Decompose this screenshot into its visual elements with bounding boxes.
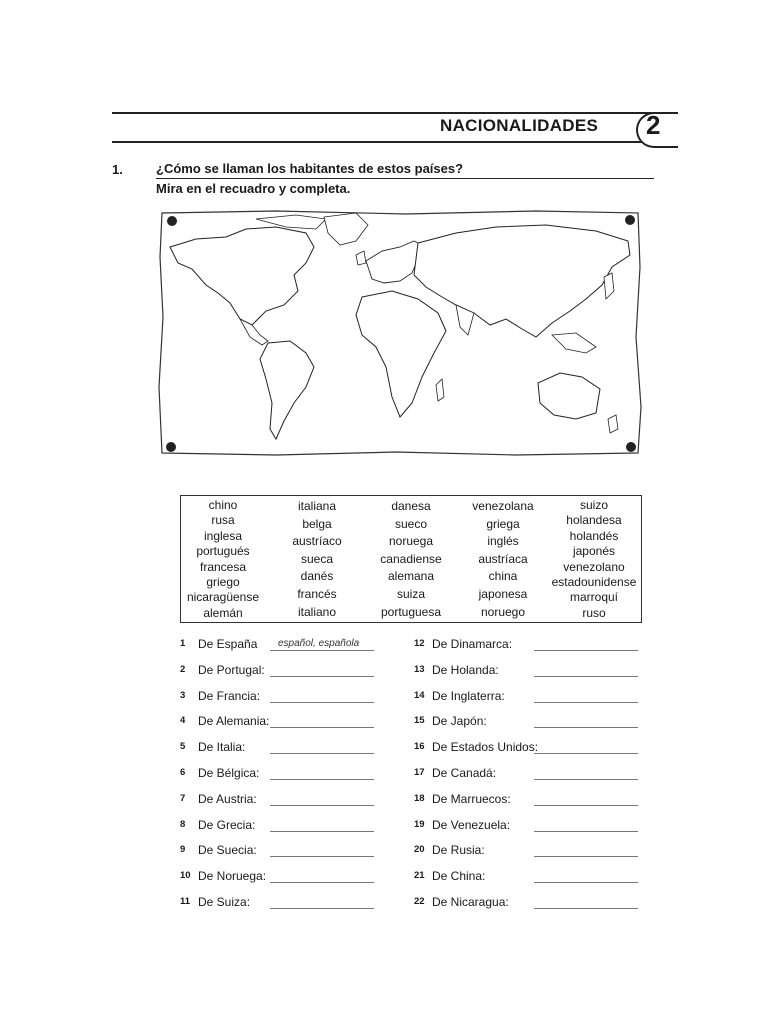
answer-blank[interactable] — [534, 856, 638, 857]
item-row — [414, 765, 496, 783]
exercise-number: 1. — [112, 162, 123, 177]
answer-blank[interactable] — [534, 753, 638, 754]
answer-blank[interactable] — [534, 779, 638, 780]
item-label: De Austria: — [198, 791, 257, 806]
word-box-column-4 — [459, 498, 547, 621]
word: portuguesa — [380, 604, 442, 619]
word: inglesa — [203, 528, 243, 543]
item-row — [180, 688, 260, 706]
answer-blank[interactable] — [270, 831, 374, 832]
item-number: 16 — [414, 741, 425, 753]
word: francesa — [199, 559, 247, 574]
item-number: 7 — [180, 793, 186, 805]
item-row — [180, 713, 269, 731]
item-number: 13 — [414, 664, 425, 676]
item-number: 15 — [414, 715, 425, 727]
answer-blank[interactable] — [534, 882, 638, 883]
word: italiana — [297, 499, 337, 513]
item-label: De Rusia: — [432, 842, 485, 857]
word: china — [488, 569, 518, 584]
item-number: 11 — [180, 896, 191, 908]
word: danés — [300, 569, 334, 584]
exercise-question: ¿Cómo se llaman los habitantes de estos países? — [156, 161, 464, 176]
word: portugués — [196, 544, 250, 559]
word: holandés — [569, 528, 619, 543]
item-label: De Marruecos: — [432, 791, 511, 806]
word: griega — [486, 516, 520, 531]
item-label: De Francia: — [198, 688, 261, 703]
answer-blank[interactable] — [270, 702, 374, 703]
item-number: 5 — [180, 741, 186, 753]
item-row — [414, 636, 512, 654]
question-underline — [156, 178, 654, 179]
item-row — [180, 894, 250, 912]
word: canadiense — [380, 551, 442, 566]
item-row — [414, 688, 505, 706]
word: suizo — [579, 498, 608, 512]
item-number: 8 — [180, 819, 186, 831]
item-row — [180, 842, 257, 860]
answer-text: español, española — [278, 638, 360, 649]
word: marroquí — [569, 590, 619, 605]
word: belga — [302, 516, 332, 531]
item-label: De Italia: — [198, 739, 246, 754]
item-label: De Grecia: — [198, 817, 256, 832]
word-box-column-3 — [367, 498, 455, 621]
answer-blank[interactable] — [270, 805, 374, 806]
item-row — [180, 739, 245, 757]
word: austríaco — [292, 534, 342, 549]
item-label: De Dinamarca: — [432, 636, 513, 651]
word: holandesa — [566, 513, 622, 528]
item-number: 6 — [180, 767, 186, 779]
word: austríaca — [478, 551, 528, 566]
item-row — [180, 662, 265, 680]
item-label: De Suecia: — [198, 842, 257, 857]
word: italiano — [297, 604, 337, 619]
item-row — [414, 842, 485, 860]
item-label: De China: — [432, 868, 486, 883]
unit-number: 2 — [646, 110, 661, 140]
item-label: De Holanda: — [432, 662, 499, 677]
item-row — [414, 739, 538, 757]
answer-blank[interactable] — [270, 650, 374, 651]
word: venezolano — [563, 559, 625, 574]
item-row — [180, 765, 259, 783]
header-bottom-rule — [112, 141, 642, 143]
word: alemán — [203, 605, 243, 620]
answer-blank[interactable] — [270, 753, 374, 754]
word: japonés — [572, 544, 616, 559]
item-label: De Noruega: — [198, 868, 267, 883]
page-title: NACIONALIDADES — [440, 116, 599, 135]
answer-blank[interactable] — [534, 702, 638, 703]
item-label: De Venezuela: — [432, 817, 511, 832]
item-row — [414, 662, 499, 680]
answer-blank[interactable] — [270, 882, 374, 883]
word: venezolana — [472, 499, 534, 513]
word-box-column-2 — [273, 498, 361, 621]
item-number: 14 — [414, 690, 425, 702]
word: rusa — [211, 513, 235, 528]
item-number: 12 — [414, 638, 425, 650]
item-label: De Bélgica: — [198, 765, 260, 780]
item-row — [414, 868, 485, 886]
item-row — [414, 713, 487, 731]
item-label: De Suiza: — [198, 894, 251, 909]
word: danesa — [391, 499, 431, 513]
item-number: 21 — [414, 870, 425, 882]
world-map — [156, 207, 644, 459]
item-label: De Estados Unidos: — [432, 739, 539, 754]
answer-blank[interactable] — [534, 831, 638, 832]
item-row — [180, 791, 257, 809]
answer-blank[interactable] — [270, 727, 374, 728]
item-row — [180, 868, 266, 886]
answer-blank[interactable] — [534, 908, 638, 909]
word: francés — [297, 586, 337, 601]
answer-blank[interactable] — [534, 805, 638, 806]
answer-blank[interactable] — [534, 650, 638, 651]
word: noruega — [388, 534, 434, 549]
item-number: 9 — [180, 844, 186, 856]
word: alemana — [387, 569, 435, 584]
item-number: 1 — [180, 638, 186, 650]
exercise-instruction: Mira en el recuadro y completa. — [156, 181, 351, 196]
word: ruso — [582, 605, 606, 620]
word: estadounidense — [551, 575, 637, 590]
answer-blank[interactable] — [534, 727, 638, 728]
header-top-rule — [112, 112, 658, 114]
item-number: 19 — [414, 819, 425, 831]
item-number: 3 — [180, 690, 186, 702]
item-row — [180, 636, 257, 654]
word-box — [180, 495, 642, 623]
item-number: 20 — [414, 844, 425, 856]
item-number: 2 — [180, 664, 186, 676]
item-label: De Canadá: — [432, 765, 497, 780]
item-label: De Portugal: — [198, 662, 265, 677]
item-number: 4 — [180, 715, 186, 727]
answer-blank[interactable] — [270, 779, 374, 780]
answer-blank[interactable] — [534, 676, 638, 677]
item-row — [414, 894, 509, 912]
item-label: De Nicaragua: — [432, 894, 509, 909]
word-box-column-5 — [547, 498, 641, 621]
word: griego — [206, 575, 240, 590]
word: noruego — [480, 604, 526, 619]
word: sueca — [300, 551, 334, 566]
item-label: De Inglaterra: — [432, 688, 505, 703]
word: suiza — [396, 586, 425, 601]
item-row — [414, 817, 510, 835]
word: chino — [208, 498, 238, 512]
item-number: 18 — [414, 793, 425, 805]
item-number: 10 — [180, 870, 191, 882]
item-row — [180, 817, 255, 835]
word: japonesa — [478, 586, 528, 601]
item-number: 17 — [414, 767, 425, 779]
item-number: 22 — [414, 896, 425, 908]
answer-blank[interactable] — [270, 856, 374, 857]
item-label: De España — [198, 636, 258, 651]
word: inglés — [487, 534, 519, 549]
word: sueco — [394, 516, 428, 531]
word: nicaragüense — [186, 590, 260, 605]
item-label: De Alemania: — [198, 713, 270, 728]
item-row — [414, 791, 511, 809]
answer-blank[interactable] — [270, 908, 374, 909]
answer-blank[interactable] — [270, 676, 374, 677]
item-label: De Japón: — [432, 713, 487, 728]
word-box-column-1 — [181, 498, 265, 621]
